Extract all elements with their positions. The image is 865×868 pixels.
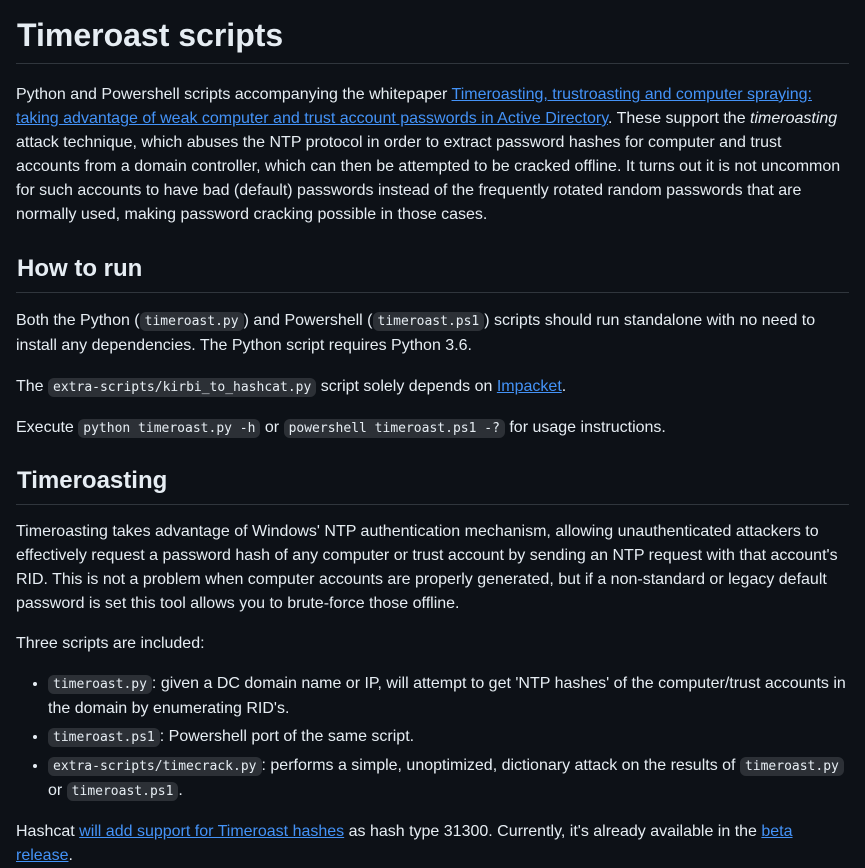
beta-release-link[interactable]: beta release bbox=[16, 823, 793, 864]
intro-paragraph bbox=[16, 83, 849, 227]
intro-emphasis: timeroasting bbox=[750, 110, 838, 127]
code-kirbi-to-hashcat: extra-scripts/kirbi_to_hashcat.py bbox=[48, 378, 316, 397]
hashcat-support-link[interactable]: will add support for Timeroast hashes bbox=[79, 823, 345, 840]
timeroasting-paragraph-1: Timeroasting takes advantage of Windows' NTP authentication mechanism, allowing unauthenticated attackers to effectively request a password hash of any computer or trust account by sending an NTP request with that account's RID. This is not a problem when computer accounts are properly generated, but if a non-standard or legacy default password is set this tool allows you to brute-force those offline. bbox=[16, 523, 838, 612]
run-p3-text-1: Execute bbox=[16, 419, 79, 436]
timeroasting-paragraph-2: Three scripts are included: bbox=[16, 635, 205, 652]
code-timeroast-ps1: timeroast.ps1 bbox=[373, 312, 485, 331]
heading-timeroasting: Timeroasting bbox=[16, 466, 849, 505]
impacket-link[interactable]: Impacket bbox=[496, 378, 562, 395]
code-timeroast-ps1: timeroast.ps1 bbox=[48, 728, 160, 747]
run-p2-text-1: The bbox=[16, 378, 49, 395]
whitepaper-link[interactable]: Timeroasting, trustroasting and computer spraying: taking advantage of weak computer and trust account passwords in Active Directory bbox=[16, 86, 812, 127]
intro-text-3: attack technique, which abuses the NTP protocol in order to extract password hashes for computer and trust accounts from a domain controller, which can then be attempted to be cracked offline. It turns out it is not uncommon for such accounts to have bad (default) passwords instead of the frequently rotated random passwords that are normally used, making password cracking possible in those cases. bbox=[16, 134, 841, 223]
code-timeroast-py: timeroast.py bbox=[140, 312, 244, 331]
run-paragraph-1 bbox=[16, 309, 849, 358]
hashcat-paragraph bbox=[16, 820, 849, 868]
hashcat-text-2: as hash type 31300. Currently, it's already available in the bbox=[344, 823, 762, 840]
code-powershell-help: powershell timeroast.ps1 -? bbox=[284, 419, 505, 438]
hashcat-text-3: . bbox=[68, 847, 73, 864]
code-timeroast-ps1: timeroast.ps1 bbox=[67, 782, 179, 801]
code-timeroast-py: timeroast.py bbox=[48, 675, 152, 694]
intro-text-1: Python and Powershell scripts accompanying the whitepaper bbox=[16, 86, 452, 103]
code-timecrack-py: extra-scripts/timecrack.py bbox=[48, 757, 262, 776]
list-item-text: or bbox=[48, 782, 67, 799]
run-p2-text-2: script solely depends on bbox=[316, 378, 497, 395]
run-p3-text-2: or bbox=[260, 419, 284, 436]
list-item bbox=[48, 725, 849, 750]
intro-text-2: . These support the bbox=[608, 110, 751, 127]
run-paragraph-2 bbox=[16, 375, 849, 400]
code-timeroast-py: timeroast.py bbox=[740, 757, 844, 776]
page-title: Timeroast scripts bbox=[16, 0, 849, 64]
list-item-text: . bbox=[178, 782, 183, 799]
code-python-help: python timeroast.py -h bbox=[78, 419, 260, 438]
list-item-text: : given a DC domain name or IP, will attempt to get 'NTP hashes' of the computer/trust accounts in the domain by enumerating RID's. bbox=[48, 675, 846, 717]
run-paragraph-3 bbox=[16, 416, 849, 441]
list-item bbox=[48, 754, 849, 804]
heading-how-to-run: How to run bbox=[16, 254, 849, 293]
list-item-text: : performs a simple, unoptimized, dictionary attack on the results of bbox=[261, 757, 740, 774]
run-p1-text-2: ) and Powershell ( bbox=[243, 312, 373, 329]
list-item bbox=[48, 672, 849, 721]
hashcat-text-1: Hashcat bbox=[16, 823, 80, 840]
run-p2-text-3: . bbox=[561, 378, 567, 395]
run-p3-text-3: for usage instructions. bbox=[504, 419, 666, 436]
list-item-text: : Powershell port of the same script. bbox=[159, 728, 415, 745]
run-p1-text-3: ) scripts should run standalone with no need to install any dependencies. The Python script requires Python 3.6. bbox=[16, 312, 816, 354]
scripts-list bbox=[16, 672, 849, 804]
run-p1-text-1: Both the Python ( bbox=[16, 312, 140, 329]
